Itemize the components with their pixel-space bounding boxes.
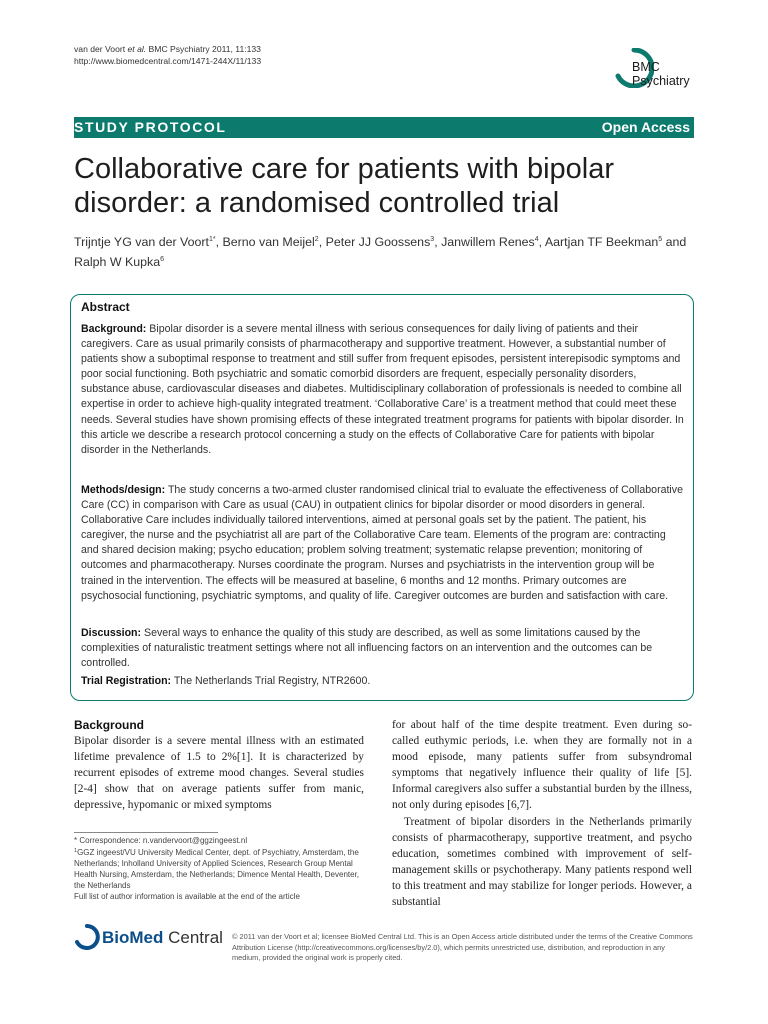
author-affiliation-sup: 3 bbox=[430, 236, 435, 243]
abstract-trial-registration bbox=[81, 674, 685, 689]
author-info-note: Full list of author information is available at the end of the article bbox=[74, 892, 300, 902]
logo-line-psychiatry: Psychiatry bbox=[632, 74, 690, 88]
author-affiliation-sup: 4 bbox=[534, 236, 539, 243]
abstract-trial-text: The Netherlands Trial Registry, NTR2600. bbox=[173, 675, 371, 687]
article-type-label: STUDY PROTOCOL bbox=[74, 119, 227, 135]
author-affiliation-sup: 2 bbox=[314, 236, 319, 243]
author-name: Janwillem Renes bbox=[441, 235, 535, 249]
correspondence-note: * Correspondence: n.vandervoort@ggzingeest.nl bbox=[74, 836, 248, 845]
open-access-label: Open Access bbox=[601, 119, 690, 135]
article-url[interactable]: http://www.biomedcentral.com/1471-244X/11/133 bbox=[74, 56, 262, 66]
citation-journal: BMC Psychiatry 2011, 11:133 bbox=[148, 44, 261, 54]
abstract-methods bbox=[81, 483, 685, 604]
biomed-central-swirl-icon bbox=[74, 924, 100, 950]
abstract-background bbox=[81, 322, 685, 458]
author-name: Trijntje YG van der Voort bbox=[74, 235, 209, 249]
journal-logo-text bbox=[632, 60, 690, 88]
author-list: Trijntje YG van der Voort$^{1*}$, Berno van Meijel$^2$, Peter JJ Goossens$^3$, Janwillem Renes$^4$, Aartjan TF Beekman$^5$ and Ralph W Kupka$^6$ bbox=[74, 235, 687, 269]
section-heading-background: Background bbox=[74, 718, 145, 732]
body-paragraph: Treatment of bipolar disorders in the Netherlands primarily consists of pharmacotherapy, supportive treatment, and psycho education, sometimes combined with improvement of self-management skills or psychotherapy. Many patients respond well to this treatment and may stabilize for longer periods. However, a substantial bbox=[392, 815, 692, 909]
body-paragraph: Bipolar disorder is a severe mental illness with an estimated lifetime prevalence of 1.5 to 2%[1]. It is characterized by recurrent episodes of extreme mood changes. Several studies [2-4] show that on average patients suffer from manic, depressive, hypomanic or mixed symptoms bbox=[74, 735, 364, 812]
author-name: Berno van Meijel bbox=[222, 235, 315, 249]
abstract-background-label: Background: bbox=[81, 323, 147, 335]
affiliation-text: GGZ ingeest/VU University Medical Center, dept. of Psychiatry, Amsterdam, the Netherlands; Inholland University of Applied Sciences, Research Group Mental Health Nursing, Amsterdam, the Netherlands; Dimence Mental Health, Deventer, the Netherlands bbox=[74, 848, 360, 891]
biomed-central-wordmark bbox=[102, 928, 223, 948]
footnotes bbox=[74, 835, 364, 903]
body-paragraph: for about half of the time despite treatment. Even during so-called euthymic periods, i.e. when they are formally not in a mood episode, many patients suffer from subsyndromal symptoms that negatively influence their quality of life [5]. Informal caregivers also suffer a substantial burden by the illness, not only during episodes [6,7]. bbox=[392, 719, 692, 812]
logo-line-bmc: BMC bbox=[632, 60, 660, 74]
body-left-column bbox=[74, 717, 364, 813]
author-affiliation-sup: 1* bbox=[208, 236, 216, 243]
abstract-methods-label: Methods/design: bbox=[81, 484, 166, 496]
affiliation-sup: 1 bbox=[74, 848, 78, 855]
abstract-discussion-label: Discussion: bbox=[81, 627, 142, 639]
author-name: Peter JJ Goossens bbox=[325, 235, 431, 249]
brand-rest: Central bbox=[168, 928, 223, 947]
abstract-heading: Abstract bbox=[81, 300, 130, 314]
abstract-discussion bbox=[81, 626, 685, 671]
affiliation-note bbox=[74, 846, 364, 891]
author-name: Ralph W Kupka bbox=[74, 255, 161, 269]
citation-line bbox=[74, 43, 494, 55]
footnote-divider bbox=[74, 832, 218, 833]
abstract-discussion-text: Several ways to enhance the quality of this study are described, as well as some limitations caused by the complexities of naturalistic treatment settings where not all influencing factors on an intervention and the outcomes can be controlled. bbox=[81, 627, 653, 670]
abstract-background-text: Bipolar disorder is a severe mental illness with serious consequences for daily living of patients and their caregivers. Care as usual primarily consists of pharmacotherapy and supportive treatment. However, a substantial number of patients show a suboptimal response to treatment and still suffer from frequent episodes, persistent interepisodic symptoms and poor social functioning. Both psychiatric and somatic comorbid disorders are frequent, especially personality disorders, substance abuse, cardiovascular diseases and diabetes. Multidisciplinary collaboration of professionals is needed to combine all expertise in order to achieve high-quality integrated treatment. ‘Collaborative Care’ is a treatment method that could meet these needs. Several studies have shown promising effects of these integrated treatment programs for patients with bipolar disorder. In this article we describe a research protocol concerning a study on the effects of Collaborative Care for patients with bipolar disorder in the Netherlands. bbox=[81, 323, 684, 456]
author-joiner: and bbox=[665, 235, 687, 249]
brand-bold: BioMed bbox=[102, 928, 164, 947]
abstract-methods-text: The study concerns a two-armed cluster randomised clinical trial to evaluate the effectiveness of Collaborative Care (CC) in comparison with Care as usual (CAU) in outpatient clinics for bipolar disorder or mood disorders in general. Collaborative Care includes individually tailored interventions, aimed at personal goals set by the patient. The patient, his caregiver, the nurse and the psychiatrist all are part of the Collaborative Care team. Elements of the program are: contracting and shared decision making; psycho education; problem solving treatment; systematic relapse prevention; monitoring of outcomes and pharmacotherapy. Nurses coordinate the program. Nurses and psychiatrists in the intervention group will be trained in the intervention. The effects will be measured at baseline, 6 months and 12 months. Primary outcomes are psychosocial functioning, psychiatric symptoms, and quality of life. Caregiver outcomes are burden and satisfaction with care. bbox=[81, 484, 683, 602]
article-title: Collaborative care for patients with bipolar disorder: a randomised controlled trial bbox=[74, 153, 614, 219]
article-type-banner bbox=[74, 117, 694, 138]
abstract-trial-label: Trial Registration: bbox=[81, 675, 172, 687]
author-affiliation-sup: 5 bbox=[658, 236, 663, 243]
author-affiliation-sup: 6 bbox=[160, 256, 164, 263]
citation-authors: van der Voort bbox=[74, 44, 126, 54]
license-statement: © 2011 van der Voort et al; licensee BioMed Central Ltd. This is an Open Access article distributed under the terms of the Creative Commons Attribution License (http://creativecommons.org/licenses/by/2.0), which permits unrestricted use, distribution, and reproduction in any medium, provided the original work is properly cited. bbox=[232, 932, 693, 962]
author-name: Aartjan TF Beekman bbox=[544, 235, 659, 249]
citation-etal: et al. bbox=[127, 44, 147, 54]
body-right-column bbox=[392, 717, 692, 910]
